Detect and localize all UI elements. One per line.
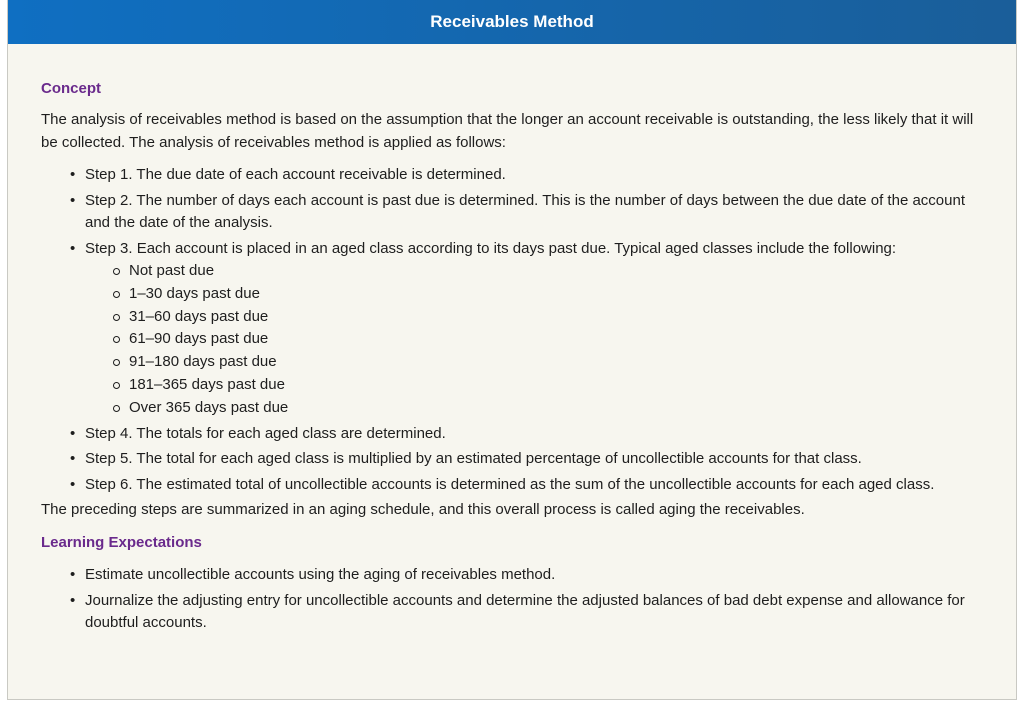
circle-bullet-icon [113,291,120,298]
learning-text: Estimate uncollectible accounts using the aging of receivables method. [85,566,556,584]
circle-bullet-icon [113,382,120,389]
step-item [41,238,975,420]
bullet-icon: • [70,450,76,468]
learning-item [41,564,975,587]
learning-heading: Learning Expectations [41,534,202,552]
bullet-icon: • [70,475,76,493]
step-item [41,164,975,187]
step-text: Step 3. Each account is placed in an aged class according to its days past due. Typical aged classes include the following: [85,239,897,257]
step-text: Step 1. The due date of each account receivable is determined. [85,166,506,183]
circle-bullet-icon [113,359,120,366]
aged-class-text: 181–365 days past due [129,375,285,393]
step-text: Step 6. The estimated total of uncollectible accounts is determined as the sum of the uncollectible accounts for each aged class. [85,475,935,493]
step-item [41,190,975,235]
step-text: Step 4. The totals for each aged class are determined. [85,424,446,442]
aged-class-item [85,306,975,329]
aged-class-item [85,283,975,306]
learning-item [41,590,975,635]
concept-summary: The preceding steps are summarized in an aging schedule, and this overall process is called aging the receivables. [41,501,805,519]
aged-class-item [85,351,975,374]
steps-list [41,164,1016,496]
bullet-icon: • [70,191,76,209]
bullet-icon: • [70,424,76,442]
aged-class-text: Over 365 days past due [129,398,289,416]
panel-content [8,44,1016,635]
step-text: Step 2. The number of days each account is past due is determined. This is the number of days between the due date of the account and the date of the analysis. [85,191,965,231]
circle-bullet-icon [113,405,120,412]
step-item [41,474,975,497]
step-text: Step 5. The total for each aged class is multiplied by an estimated percentage of uncollectible accounts for that class. [85,450,862,468]
concept-intro: The analysis of receivables method is based on the assumption that the longer an account receivable is outstanding, the less likely that it will be collected. The analysis of receivables method is applied as follows: [41,111,974,151]
step-item [41,423,975,446]
aged-class-text: 91–180 days past due [129,353,277,371]
aged-class-text: 61–90 days past due [129,330,269,348]
aged-classes-list [85,260,975,420]
learning-list [41,564,1016,635]
step-item [41,448,975,471]
receivables-method-panel [7,0,1017,700]
circle-bullet-icon [113,268,120,275]
bullet-icon: • [70,566,76,584]
learning-text: Journalize the adjusting entry for uncollectible accounts and determine the adjusted balances of bad debt expense and allowance for doubtful accounts. [85,591,965,632]
bullet-icon: • [70,239,76,257]
concept-heading: Concept [41,80,101,97]
circle-bullet-icon [113,314,120,321]
aged-class-item [85,397,975,420]
aged-class-item [85,260,975,283]
panel-title: Receivables Method [430,12,594,31]
aged-class-text: 1–30 days past due [129,284,260,302]
circle-bullet-icon [113,336,120,343]
aged-class-text: 31–60 days past due [129,307,269,325]
bullet-icon: • [70,166,76,183]
bullet-icon: • [70,591,76,609]
panel-header [8,0,1016,44]
aged-class-text: Not past due [129,262,215,279]
aged-class-item [85,374,975,397]
aged-class-item [85,328,975,351]
